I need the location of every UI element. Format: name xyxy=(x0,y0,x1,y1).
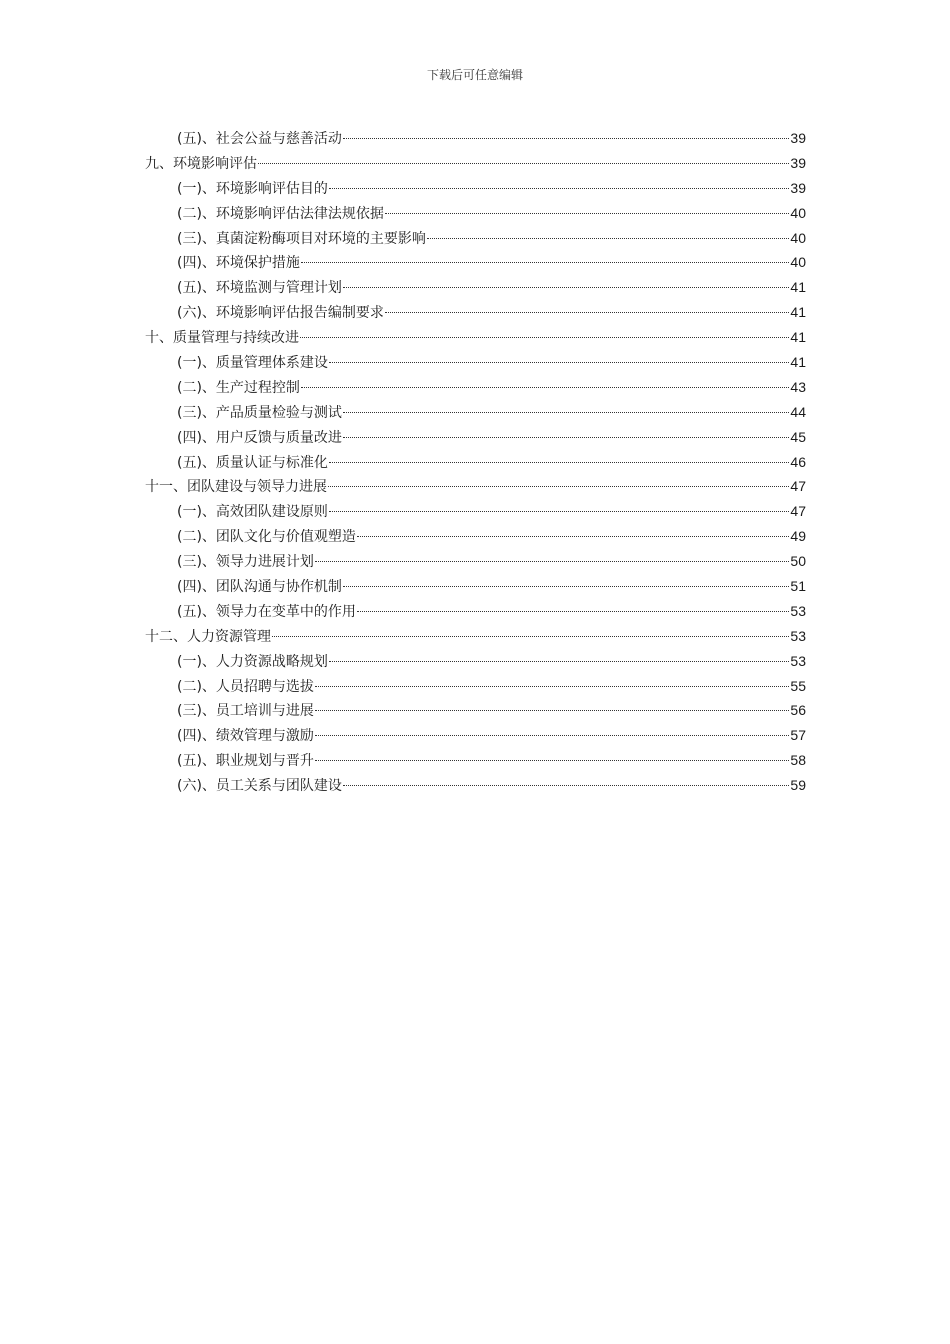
toc-entry-title: (四)、团队沟通与协作机制 xyxy=(177,579,342,596)
toc-entry[interactable] xyxy=(145,325,806,350)
toc-dot-leader xyxy=(385,312,789,313)
toc-entry-page-number: 41 xyxy=(790,329,806,346)
toc-entry-title: (四)、用户反馈与质量改进 xyxy=(177,429,342,446)
toc-entry-title: (二)、环境影响评估法律法规依据 xyxy=(177,205,384,222)
toc-dot-leader xyxy=(343,586,789,587)
toc-entry-page-number: 40 xyxy=(790,229,806,246)
toc-entry-title: (六)、员工关系与团队建设 xyxy=(177,778,342,795)
toc-entry-page-number: 43 xyxy=(790,378,806,395)
toc-entry[interactable] xyxy=(145,574,806,599)
toc-entry-page-number: 50 xyxy=(790,553,806,570)
toc-entry-page-number: 44 xyxy=(790,403,806,420)
toc-dot-leader xyxy=(343,437,789,438)
toc-entry-title: 十二、人力资源管理 xyxy=(145,628,271,645)
toc-dot-leader xyxy=(329,511,789,512)
toc-entry-title: (三)、产品质量检验与测试 xyxy=(177,404,342,421)
table-of-contents xyxy=(145,126,806,798)
toc-entry[interactable] xyxy=(145,201,806,226)
toc-entry-page-number: 39 xyxy=(790,130,806,146)
toc-entry-title: (一)、质量管理体系建设 xyxy=(177,355,328,372)
toc-dot-leader xyxy=(315,710,789,711)
toc-dot-leader xyxy=(343,287,789,288)
toc-dot-leader xyxy=(343,785,789,786)
toc-dot-leader xyxy=(329,462,789,463)
toc-entry-title: (四)、环境保护措施 xyxy=(177,255,300,272)
toc-entry[interactable] xyxy=(145,151,806,176)
toc-entry-title: 九、环境影响评估 xyxy=(145,155,257,172)
toc-entry-title: (三)、员工培训与进展 xyxy=(177,703,314,720)
toc-entry[interactable] xyxy=(145,624,806,649)
toc-entry[interactable] xyxy=(145,599,806,624)
toc-entry[interactable] xyxy=(145,773,806,798)
toc-entry[interactable] xyxy=(145,474,806,499)
toc-entry-page-number: 57 xyxy=(790,727,806,744)
toc-entry-title: (一)、环境影响评估目的 xyxy=(177,180,328,197)
toc-entry[interactable] xyxy=(145,698,806,723)
toc-entry-page-number: 53 xyxy=(790,602,806,619)
toc-entry-title: (三)、真菌淀粉酶项目对环境的主要影响 xyxy=(177,230,426,247)
toc-entry-page-number: 39 xyxy=(790,154,806,171)
toc-entry-title: (一)、人力资源战略规划 xyxy=(177,653,328,670)
toc-entry[interactable] xyxy=(145,674,806,699)
toc-entry-page-number: 53 xyxy=(790,652,806,669)
toc-entry[interactable] xyxy=(145,723,806,748)
toc-entry-title: 十、质量管理与持续改进 xyxy=(145,330,299,347)
toc-dot-leader xyxy=(329,362,789,363)
toc-entry-page-number: 41 xyxy=(790,354,806,371)
toc-entry-page-number: 56 xyxy=(790,702,806,719)
toc-entry-title: (五)、环境监测与管理计划 xyxy=(177,280,342,297)
toc-dot-leader xyxy=(343,412,789,413)
toc-entry-title: (四)、绩效管理与激励 xyxy=(177,728,314,745)
toc-entry[interactable] xyxy=(145,300,806,325)
toc-entry-page-number: 41 xyxy=(790,279,806,296)
toc-entry-title: (二)、团队文化与价值观塑造 xyxy=(177,529,356,546)
toc-entry[interactable] xyxy=(145,549,806,574)
toc-dot-leader xyxy=(427,238,789,239)
toc-entry-title: (五)、职业规划与晋升 xyxy=(177,753,314,770)
toc-dot-leader xyxy=(328,486,789,487)
toc-entry-title: 十一、团队建设与领导力进展 xyxy=(145,479,327,496)
toc-entry-page-number: 53 xyxy=(790,627,806,644)
toc-entry-title: (三)、领导力进展计划 xyxy=(177,554,314,571)
toc-entry[interactable] xyxy=(145,499,806,524)
toc-entry-title: (五)、质量认证与标准化 xyxy=(177,454,328,471)
toc-entry[interactable] xyxy=(145,226,806,251)
toc-entry-page-number: 46 xyxy=(790,453,806,470)
toc-entry-title: (五)、社会公益与慈善活动 xyxy=(177,131,342,147)
toc-entry-title: (五)、领导力在变革中的作用 xyxy=(177,603,356,620)
toc-dot-leader xyxy=(315,686,789,687)
page-header: 下载后可任意编辑 xyxy=(426,68,523,82)
toc-dot-leader xyxy=(315,760,789,761)
toc-dot-leader xyxy=(272,636,789,637)
toc-dot-leader xyxy=(329,661,789,662)
toc-dot-leader xyxy=(258,163,789,164)
toc-entry[interactable] xyxy=(145,649,806,674)
toc-entry-title: (二)、生产过程控制 xyxy=(177,379,300,396)
toc-entry-page-number: 39 xyxy=(790,179,806,196)
toc-dot-leader xyxy=(329,188,789,189)
toc-entry[interactable] xyxy=(145,126,806,151)
toc-dot-leader xyxy=(357,611,789,612)
toc-entry[interactable] xyxy=(145,400,806,425)
toc-entry-page-number: 59 xyxy=(790,777,806,794)
toc-entry-title: (六)、环境影响评估报告编制要求 xyxy=(177,305,384,322)
toc-entry-page-number: 58 xyxy=(790,752,806,769)
toc-entry-page-number: 41 xyxy=(790,304,806,321)
toc-dot-leader xyxy=(300,337,789,338)
toc-entry[interactable] xyxy=(145,425,806,450)
toc-entry-title: (二)、人员招聘与选拔 xyxy=(177,678,314,695)
toc-entry[interactable] xyxy=(145,275,806,300)
toc-dot-leader xyxy=(385,213,789,214)
toc-entry[interactable] xyxy=(145,524,806,549)
toc-entry[interactable] xyxy=(145,375,806,400)
toc-entry-page-number: 45 xyxy=(790,428,806,445)
toc-dot-leader xyxy=(301,262,789,263)
toc-entry-page-number: 40 xyxy=(790,254,806,271)
toc-dot-leader xyxy=(315,561,789,562)
toc-dot-leader xyxy=(343,138,789,139)
toc-entry[interactable] xyxy=(145,350,806,375)
toc-entry[interactable] xyxy=(145,250,806,275)
toc-dot-leader xyxy=(357,536,789,537)
toc-entry-page-number: 55 xyxy=(790,677,806,694)
toc-entry[interactable] xyxy=(145,748,806,773)
toc-entry-page-number: 47 xyxy=(790,478,806,495)
toc-entry-page-number: 40 xyxy=(790,204,806,221)
toc-entry-page-number: 47 xyxy=(790,503,806,520)
toc-dot-leader xyxy=(315,735,789,736)
toc-dot-leader xyxy=(301,387,789,388)
toc-entry-title: (一)、高效团队建设原则 xyxy=(177,504,328,521)
toc-entry-page-number: 51 xyxy=(790,578,806,595)
toc-entry[interactable] xyxy=(145,450,806,475)
toc-entry[interactable] xyxy=(145,176,806,201)
toc-entry-page-number: 49 xyxy=(790,528,806,545)
